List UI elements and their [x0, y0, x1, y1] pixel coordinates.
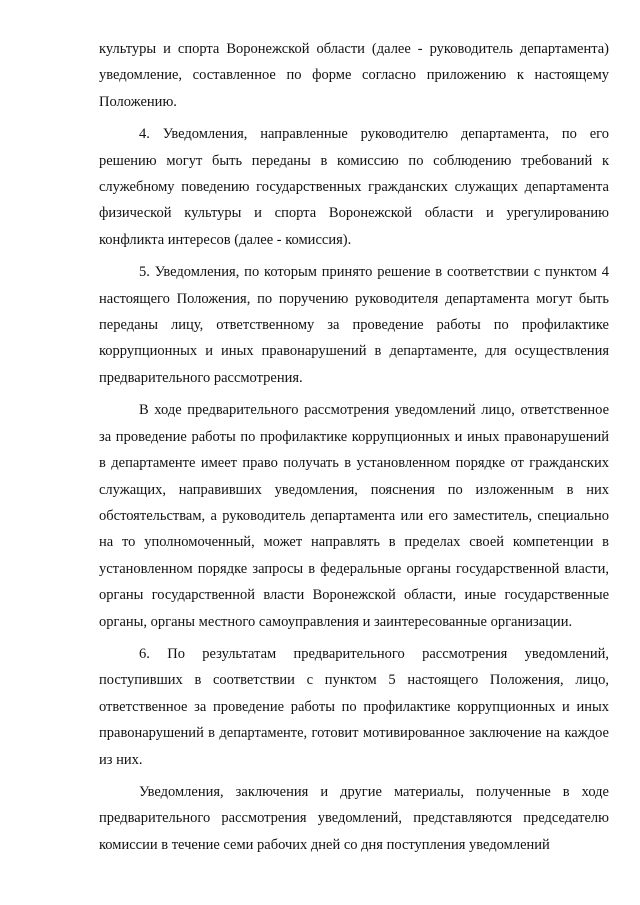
paragraph-item-6: 6. По результатам предварительного рассмотрения уведомлений, поступивших в соответствии с пунктом 5 настоящего Положения, лицо, ответственное за проведение работы по профилактике коррупционных и иных правонарушений в департаменте, готовит мотивированное заключение на каждое из них.	[99, 645, 609, 768]
paragraph-materials: Уведомления, заключения и другие материалы, полученные в ходе предварительного рассмотрения уведомлений, представляются председателю комиссии в течение семи рабочих дней со дня поступления уведомлений	[99, 783, 609, 853]
paragraph-preliminary-review: В ходе предварительного рассмотрения уведомлений лицо, ответственное за проведение работы по профилактике коррупционных и иных правонарушений в департаменте имеет право получать в установленном порядке от гражданских служащих, направивших уведомления, пояснения по изложенным в них обстоятельствам, а руководитель департамента или его заместитель, специально на то уполномоченный, может направлять в пределах своей компетенции в установленном порядке запросы в федеральные органы государственной власти, органы государственной власти Воронежской области, иные государственные органы, органы местного самоуправления и заинтересованные организации.	[99, 402, 609, 630]
paragraph-item-4: 4. Уведомления, направленные руководителю департамента, по его решению могут быть переданы в комиссию по соблюдению требований к служебному поведению государственных гражданских служащих департамента физической культуры и спорта Воронежской области и урегулированию конфликта интересов (далее - комиссия).	[99, 126, 609, 248]
paragraph-item-5: 5. Уведомления, по которым принято решение в соответствии с пунктом 4 настоящего Положения, по поручению руководителя департамента могут быть переданы лицу, ответственному за проведение работы по профилактике коррупционных и иных правонарушений в департаменте, для осуществления предварительного рассмотрения.	[99, 264, 609, 386]
paragraph-continuation: культуры и спорта Воронежской области (далее - руководитель департамента) уведомление, составленное по форме согласно приложению к настоящему Положению.	[99, 41, 609, 110]
document-body	[99, 36, 609, 858]
